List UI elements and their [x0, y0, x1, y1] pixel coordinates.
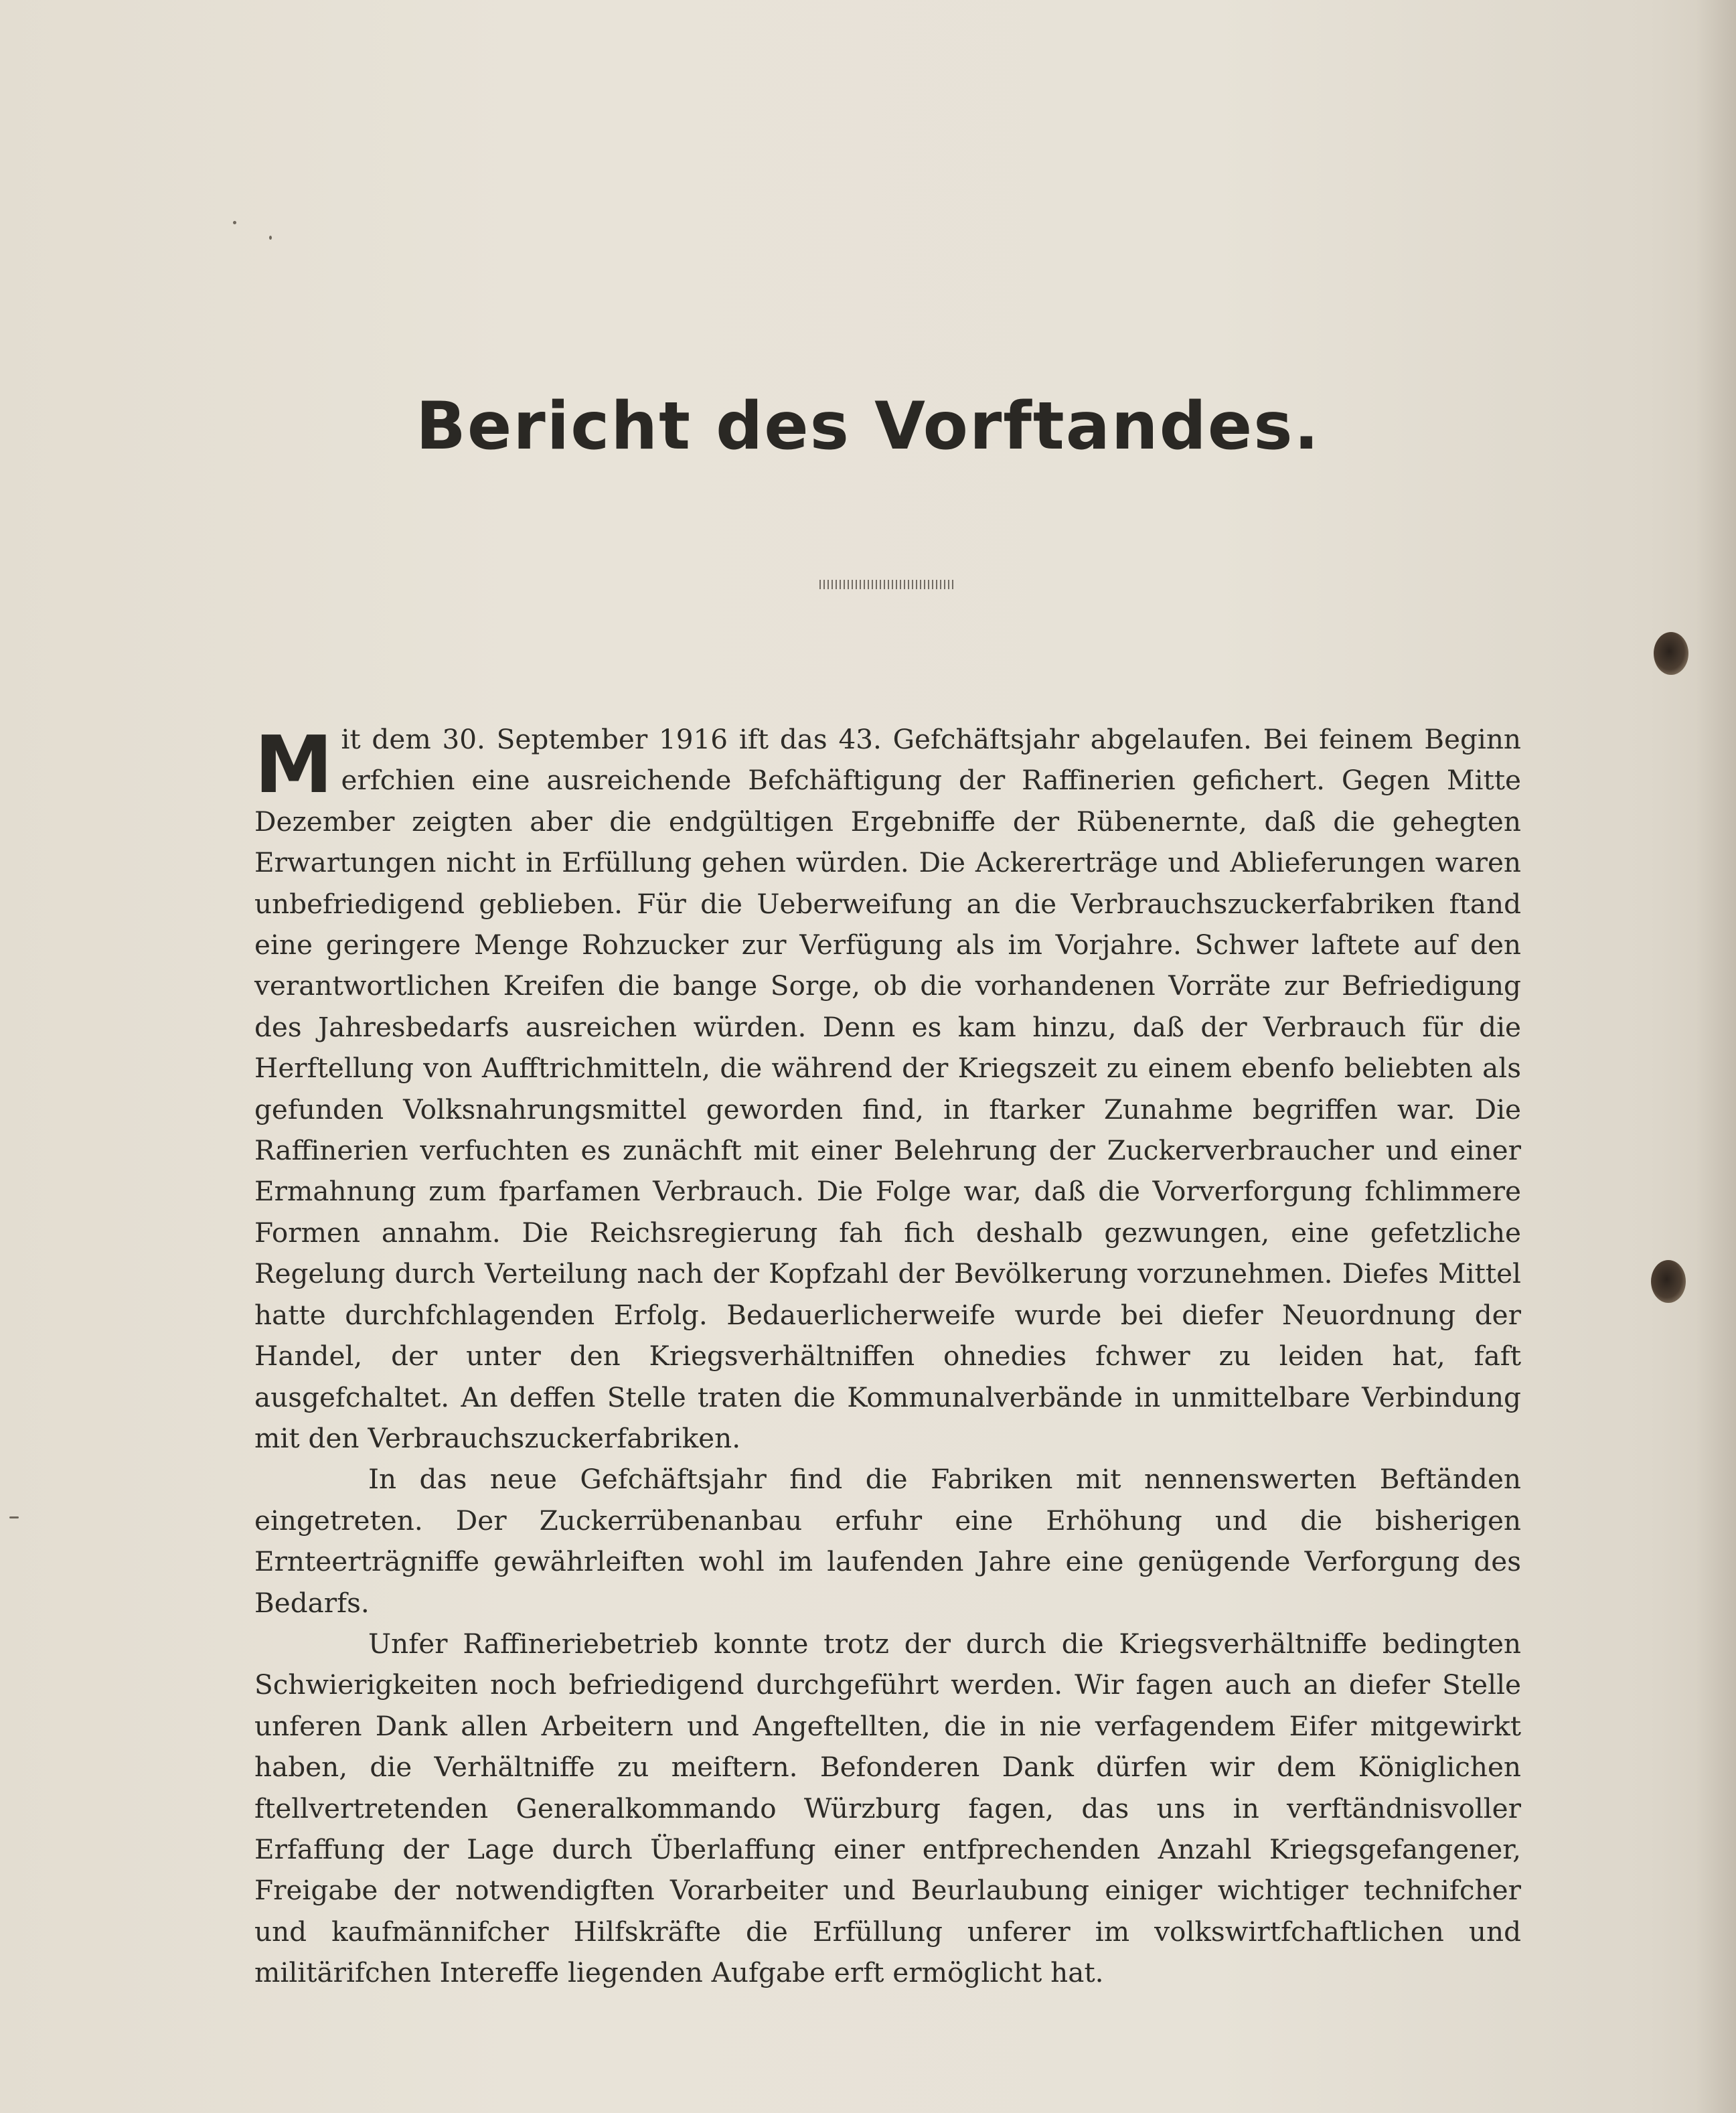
paragraph-1-text: it dem 30. September 1916 ift das 43. Gefchäftsjahr abgelaufen. Bei feinem Beginn erfchien eine ausreichende Befchäftigung der Raffinerien gefichert. Gegen Mitte Dezember zeigten aber die endgültigen Ergebniffe der Rübenernte, daß die gehegten Erwartungen nicht in Erfüllung gehen würden. Die Ackererträge und Ablieferungen waren unbefriedigend geblieben. Für die Ueberweifung an die Verbrauchszuckerfabriken ftand eine geringere Menge Rohzucker zur Verfügung als im Vorjahre. Schwer laftete auf den verantwortlichen Kreifen die bange Sorge, ob die vorhandenen Vorräte zur Befriedigung des Jahresbedarfs ausreichen würden. Denn es kam hinzu, daß der Verbrauch für die Herftellung von Aufftrichmitteln, die während der Kriegszeit zu einem ebenfo beliebten als gefunden Volksnahrungsmittel geworden find, in ftarker Zunahme begriffen war. Die Raffinerien verfuchten es zunächft mit einer Belehrung der Zuckerverbraucher und einer Ermahnung zum fparfamen Verbrauch. Die Folge war, daß die Vorverforgung fchlimmere Formen annahm. Die Reichsregierung fah fich deshalb gezwungen, eine gefetzliche Regelung durch Verteilung nach der Kopfzahl der Bevölkerung vorzunehmen. Diefes Mittel hatte durchfchlagenden Erfolg. Bedauerlicherweife wurde bei diefer Neuordnung der Handel, der unter den Kriegsverhältniffen ohnedies fchwer zu leiden hat, faft ausgefchaltet. An deffen Stelle traten die Kommunalverbände in unmittelbare Verbindung mit den Verbrauchszuckerfabriken.	[254, 723, 1521, 1454]
paragraph-2: In das neue Gefchäftsjahr find die Fabriken mit nennenswerten Beftänden eingetreten. Der Zuckerrübenanbau erfuhr eine Erhöhung und die bisherigen Ernteerträgniffe gewährleiften wohl im laufenden Jahre eine genügende Verforgung des Bedarfs.	[254, 1463, 1521, 1619]
title-ornament-rule	[819, 580, 956, 589]
page-edge-shadow	[1696, 0, 1736, 2113]
report-body	[254, 719, 1521, 1994]
paragraph-3: Unfer Raffineriebetrieb konnte trotz der durch die Kriegsverhältniffe bedingten Schwierigkeiten noch befriedigend durchgeführt werden. Wir fagen auch an diefer Stelle unferen Dank allen Arbeitern und Angeftellten, die in nie verfagendem Eifer mitgewirkt haben, die Verhältniffe zu meiftern. Befonderen Dank dürfen wir dem Königlichen ftellvertretenden Generalkommando Würzburg fagen, das uns in verftändnisvoller Erfaffung der Lage durch Überlaffung einer entfprechenden Anzahl Kriegsgefangener, Freigabe der notwendigften Vorarbeiter und Beurlaubung einiger wichtiger technifcher und kaufmännifcher Hilfskräfte die Erfüllung unferer im volkswirtfchaftlichen und militärifchen Intereffe liegenden Aufgabe erft ermöglicht hat.	[254, 1627, 1521, 1989]
paper-speck	[9, 1516, 19, 1518]
punch-hole-top	[1654, 632, 1688, 675]
page-title: Bericht des Vorftandes.	[416, 388, 1320, 465]
drop-cap: M	[254, 718, 333, 811]
paper-speck	[233, 221, 236, 224]
paragraph-1	[254, 719, 1521, 1459]
paper-speck	[269, 236, 272, 240]
punch-hole-bottom	[1651, 1260, 1686, 1303]
